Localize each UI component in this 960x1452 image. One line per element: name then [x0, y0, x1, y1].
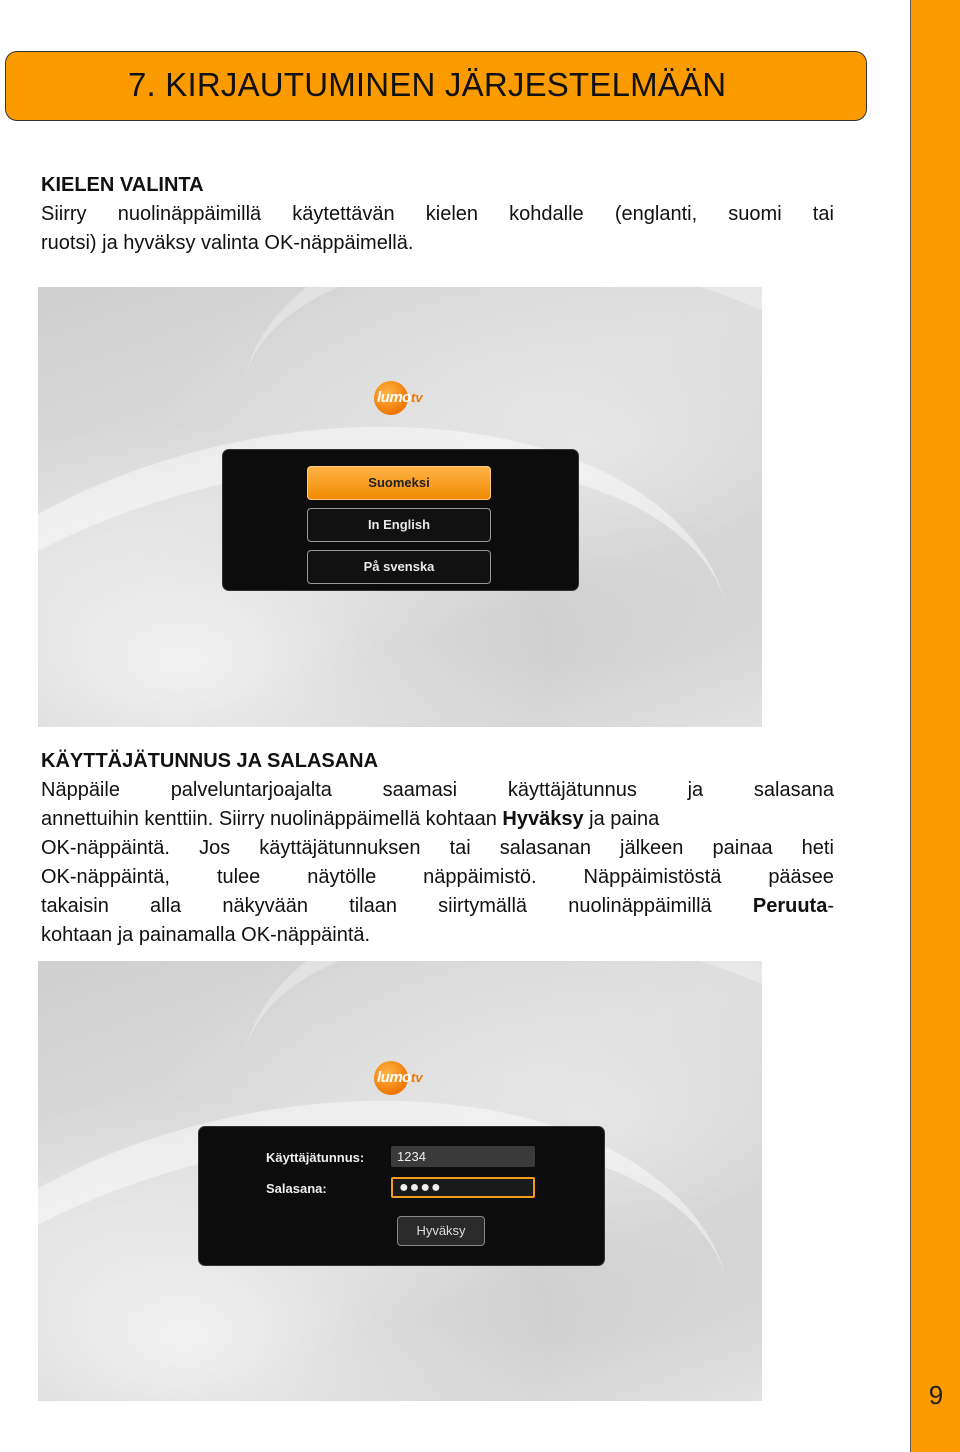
word: pääsee — [768, 866, 834, 888]
word: kohdalle — [509, 203, 584, 225]
word: näytölle — [307, 866, 377, 888]
page-number: 9 — [928, 1380, 944, 1410]
language-selection-screenshot — [38, 287, 762, 727]
word: tilaan — [349, 895, 397, 917]
word: Näppäimistöstä — [583, 866, 722, 888]
section-heading-language: KIELEN VALINTA — [41, 174, 204, 196]
word: Jos — [199, 837, 231, 859]
word: käyttäjätunnuksen — [259, 837, 421, 859]
section-text-credentials — [41, 776, 834, 950]
accept-button[interactable]: Hyväksy — [397, 1216, 485, 1246]
lumotv-logo — [374, 1061, 434, 1095]
word: tai — [812, 203, 834, 225]
word: kielen — [425, 203, 479, 225]
hyphen: - — [827, 895, 834, 917]
word: siirtymällä — [438, 895, 528, 917]
text-line — [41, 834, 834, 863]
word: suomi — [728, 203, 782, 225]
text-line — [41, 776, 834, 805]
word: jälkeen — [620, 837, 684, 859]
word: takaisin — [41, 895, 109, 917]
section-heading-credentials: KÄYTTÄJÄTUNNUS JA SALASANA — [41, 750, 379, 772]
word — [753, 892, 834, 921]
word: Näppäile — [41, 779, 120, 801]
word: Siirry — [41, 203, 87, 225]
password-field[interactable]: ●●●● — [391, 1177, 535, 1198]
text-line: ruotsi) ja hyväksy valinta OK-näppäimellä. — [41, 232, 414, 254]
word: käytettävän — [292, 203, 395, 225]
text-line — [41, 863, 834, 892]
word: nuolinäppäimillä — [117, 203, 262, 225]
word: painaa — [712, 837, 773, 859]
word: tulee — [216, 866, 261, 888]
login-panel — [199, 1127, 604, 1265]
word: salasanan — [499, 837, 591, 859]
text-line — [41, 892, 834, 921]
username-label: Käyttäjätunnus: — [266, 1150, 365, 1165]
side-bar — [910, 0, 960, 1452]
text-span: annettuihin kenttiin. Siirry nuolinäppäimellä kohtaan — [41, 808, 503, 830]
word: alla — [150, 895, 182, 917]
password-label: Salasana: — [266, 1181, 327, 1196]
word: näppäimistö. — [423, 866, 537, 888]
word: käyttäjätunnus — [507, 779, 637, 801]
word: tai — [449, 837, 471, 859]
word: heti — [801, 837, 834, 859]
word: palveluntarjoajalta — [170, 779, 332, 801]
word: OK-näppäintä, — [41, 866, 170, 888]
username-field[interactable]: 1234 — [391, 1146, 535, 1167]
chapter-title: 7. KIRJAUTUMINEN JÄRJESTELMÄÄN — [128, 66, 727, 103]
bold-term-cancel: Peruuta — [752, 895, 828, 917]
text-line — [41, 805, 834, 834]
logo-suffix: tv — [411, 1070, 423, 1085]
login-screenshot — [38, 961, 762, 1401]
word: näkyvään — [222, 895, 308, 917]
section-text-language — [41, 200, 834, 258]
language-panel — [223, 450, 578, 590]
language-button-swedish[interactable]: På svenska — [307, 550, 491, 584]
word: nuolinäppäimillä — [568, 895, 712, 917]
text-span: ja paina — [583, 808, 660, 830]
logo-text: lumo — [377, 1069, 411, 1086]
logo-text: lumo — [377, 389, 411, 406]
text-line: kohtaan ja painamalla OK-näppäintä. — [41, 924, 371, 946]
text-line — [41, 200, 834, 229]
word: salasana — [753, 779, 834, 801]
word: (englanti, — [614, 203, 698, 225]
word: OK-näppäintä. — [41, 837, 170, 859]
lumotv-logo — [374, 381, 434, 415]
language-button-english[interactable]: In English — [307, 508, 491, 542]
word: ja — [687, 779, 704, 801]
bold-term-accept: Hyväksy — [502, 808, 584, 830]
language-button-finnish[interactable]: Suomeksi — [307, 466, 491, 500]
logo-suffix: tv — [411, 390, 423, 405]
word: saamasi — [382, 779, 458, 801]
